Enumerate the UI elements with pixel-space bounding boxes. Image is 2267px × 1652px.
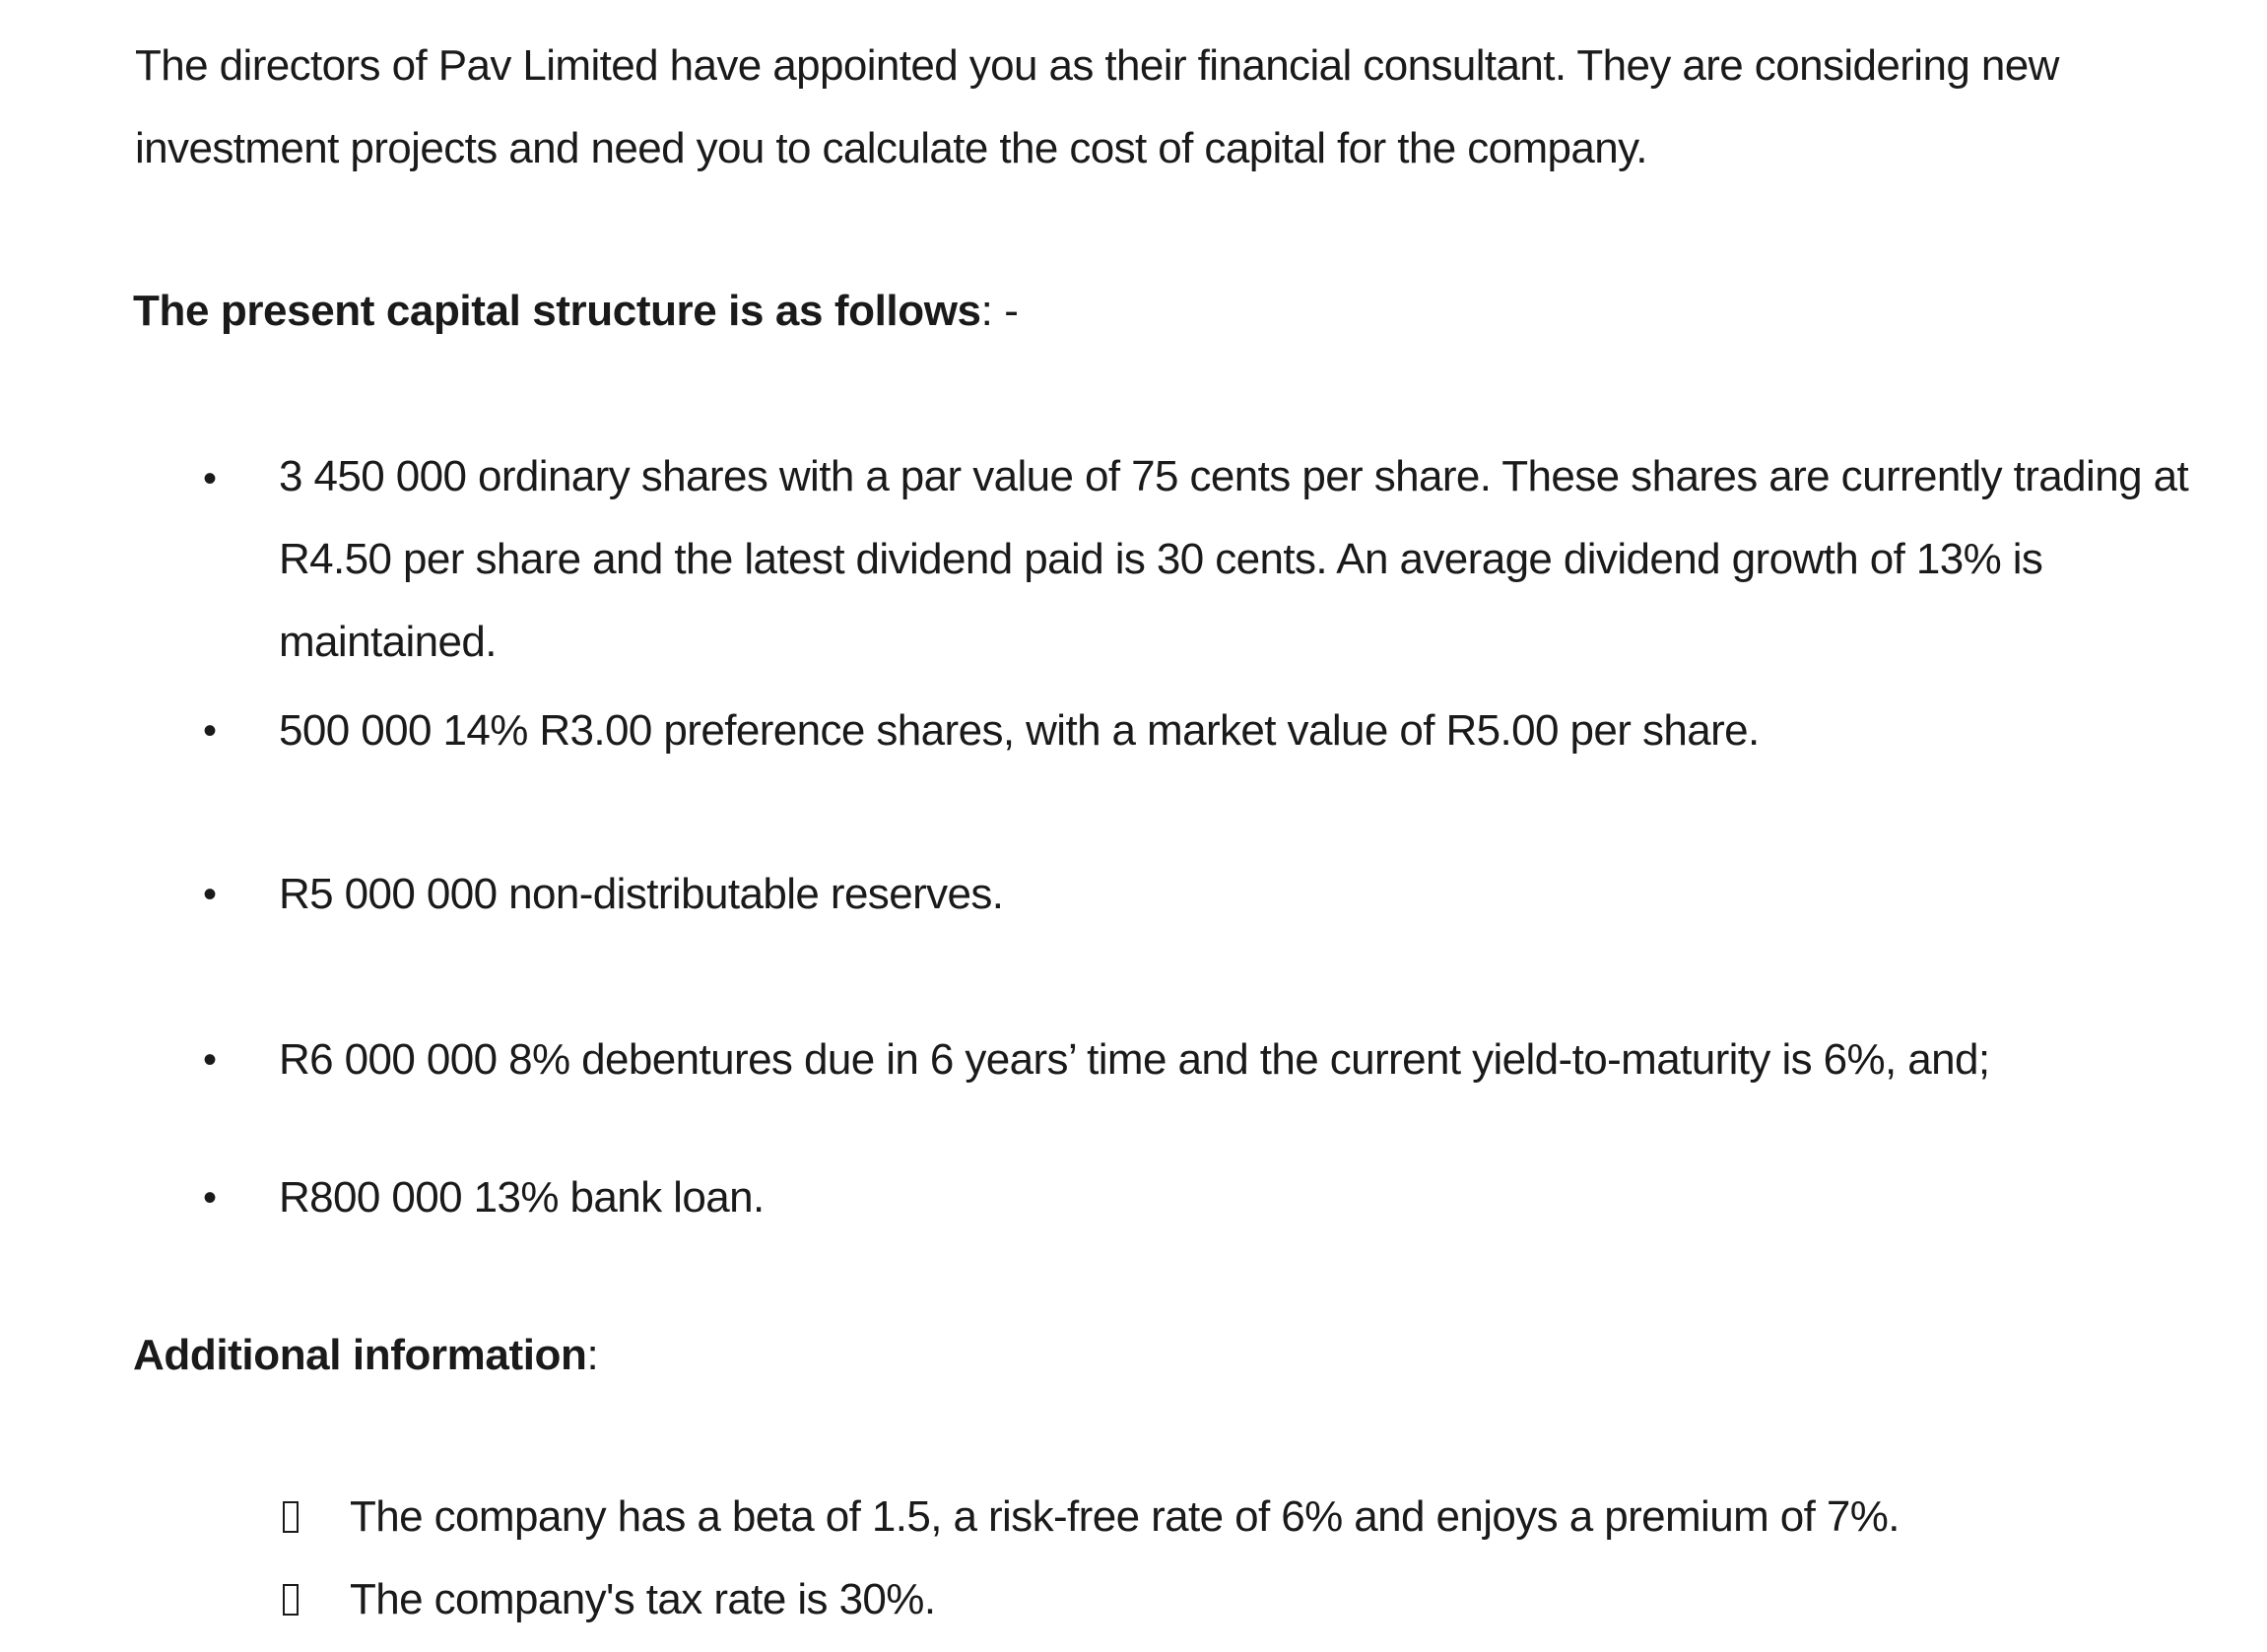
bullet-icon: • (203, 1038, 218, 1082)
capital-item-preference-shares: 500 000 14% R3.00 preference shares, with a market value of R5.00 per share. (279, 706, 1760, 755)
additional-info-heading (133, 1326, 598, 1385)
capital-item-reserves: R5 000 000 non-distributable reserves. (279, 870, 1004, 918)
capital-item-bank-loan: R800 000 13% bank loan. (279, 1173, 765, 1222)
checkbox-glyph-icon (283, 1584, 299, 1616)
additional-item-tax-rate: The company's tax rate is 30%. (350, 1575, 936, 1623)
bullet-icon: • (203, 1176, 218, 1220)
intro-paragraph: The directors of Pav Limited have appointed you as their financial consultant. They are considering new investment projects and need you to calculate the cost of capital for the company. (135, 41, 2059, 172)
checkbox-glyph-icon (283, 1501, 299, 1533)
bullet-icon: • (203, 709, 218, 753)
capital-item-debentures: R6 000 000 8% debentures due in 6 years’ time and the current yield-to-maturity is 6%, and; (279, 1035, 1990, 1084)
capital-structure-heading-label: The present capital structure is as follows (133, 287, 981, 335)
capital-structure-heading-suffix: : - (980, 287, 1019, 335)
capital-item-ordinary-shares: 3 450 000 ordinary shares with a par value of 75 cents per share. These shares are currently trading at R4.50 per share and the latest dividend paid is 30 cents. An average dividend growth of 13% is maintained. (279, 452, 2189, 666)
additional-info-heading-suffix: : (586, 1331, 599, 1379)
capital-structure-heading (133, 282, 1019, 341)
additional-info-heading-label: Additional information (133, 1331, 587, 1379)
additional-item-beta: The company has a beta of 1.5, a risk-free rate of 6% and enjoys a premium of 7%. (350, 1492, 1900, 1541)
bullet-icon: • (203, 873, 218, 916)
bullet-icon: • (203, 457, 218, 500)
